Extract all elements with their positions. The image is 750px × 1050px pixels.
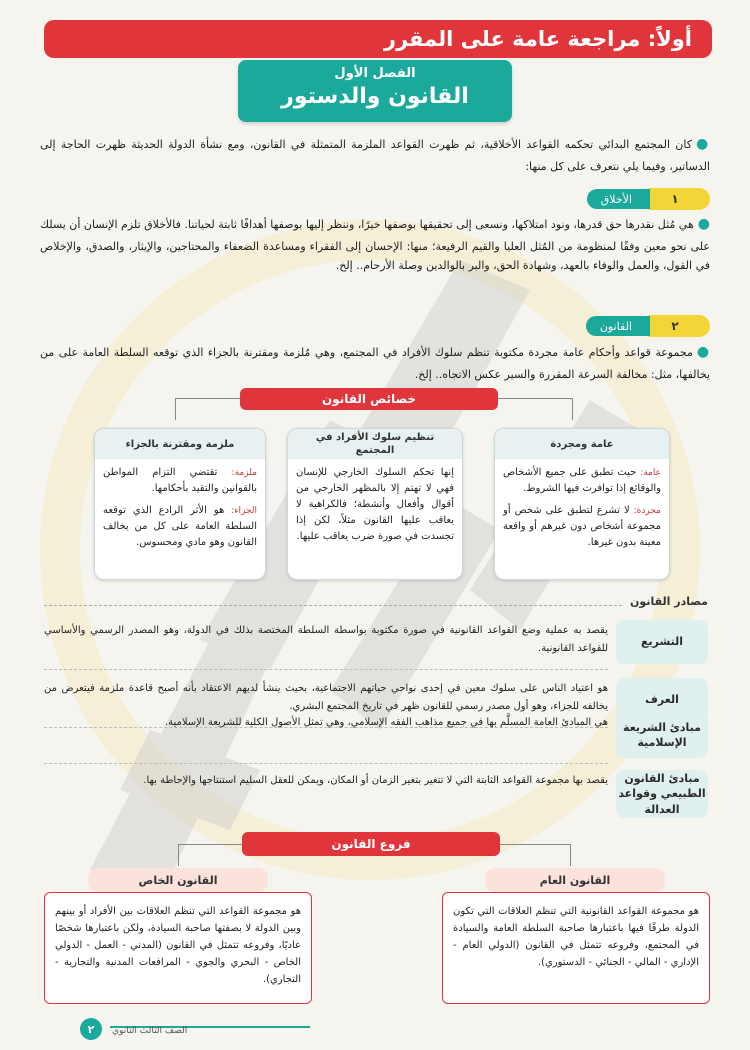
source-row-natural-law [44, 764, 708, 824]
section-number: ١ [640, 188, 710, 210]
card-term: الجزاء: [231, 506, 258, 516]
sources-title: مصادر القانون [630, 595, 708, 608]
card-text: هو الأثر الرادع الذي توقعه السلطة العامة على كل من يخالف القانون وهو مادي ومحسوس. [103, 505, 257, 548]
source-text: يقصد بها مجموعة القواعد الثابتة التي لا تتغير بتغير الزمان أو المكان، ويمكن للعقل السليم استنتاجها والإحاطة بها. [143, 775, 608, 786]
card-heading: تنظيم سلوك الأفراد في المجتمع [288, 429, 462, 459]
footer-grade: الصف الثالث الثانوي [112, 1026, 188, 1036]
private-law-text: هو مجموعة القواعد التي تنظم العلاقات بين الأفراد أو بينهم وبين الدولة لا بصفتها صاحبة السيادة، ولكن باعتبارها شخصًا عاديًا، وفروعه تتمثل في القانون (المدني - العمل - الدولي الخاص - البحري والجوي - المرافعات المدنية والتجارية - التجاري). [55, 906, 301, 985]
card-heading: ملزمة ومقترنة بالجزاء [95, 429, 265, 459]
sources-divider [44, 605, 622, 606]
chapter-label: الفصل الأول [334, 66, 416, 81]
card-body [503, 465, 661, 551]
bullet-icon: ● [697, 216, 710, 232]
private-law-box [44, 892, 312, 1004]
section-label: القانون [586, 316, 650, 336]
card-text: إنها تحكم السلوك الخارجي للإنسان فهي لا تهتم إلا بالمظهر الخارجي من أقوال وأفعال وأنشطة؛ فالكراهية لا يعاقب عليها القانون مثلاً، لكن إذا تجسدت في صورة ضرب يعاقب عليها. [296, 467, 454, 542]
section-number: ٢ [640, 315, 710, 337]
page-header-title: أولاً: مراجعة عامة على المقرر [383, 27, 692, 51]
source-separator [44, 669, 608, 670]
characteristic-card-binding [94, 428, 266, 580]
law-text: مجموعة قواعد وأحكام عامة مجردة مكتوبة تنظم سلوك الأفراد في المجتمع، وهي مُلزمة ومقترنة بالجزاء الذي توقعه السلطة العامة على من يخالفها، مثل: مخالفة السرعة المقررة والسير عكس الاتجاه.. إلخ. [40, 346, 710, 381]
source-name: مبادئ القانون الطبيعي وقواعد العدالة [616, 770, 708, 818]
section-tag-ethics [587, 187, 710, 211]
public-law-text: هو مجموعة القواعد القانونية التي تنظم العلاقات التي تكون الدولة طرفًا فيها باعتبارها صاحبة السلطة العامة والسيادة في المجتمع، وفروعه تتمثل في القانون (الدولي العام - الإداري - المالي - الجنائي - الدستوري). [453, 906, 699, 968]
branches-title: فروع القانون [242, 832, 500, 856]
page-header-banner [44, 20, 712, 58]
page-number: ٢ [80, 1018, 102, 1040]
source-name: التشريع [616, 620, 708, 664]
card-body [103, 465, 257, 551]
intro-paragraph [40, 132, 710, 176]
source-row-legislation [44, 614, 708, 670]
characteristic-card-general [494, 428, 670, 580]
private-law-heading: القانون الخاص [88, 868, 268, 892]
bullet-icon: ● [696, 344, 710, 360]
card-heading: عامة ومجردة [495, 429, 669, 459]
chapter-title-box [238, 60, 512, 122]
section-tag-law [586, 314, 710, 338]
chapter-title: القانون والدستور [281, 84, 469, 109]
public-law-heading: القانون العام [485, 868, 665, 892]
intro-text: كان المجتمع البدائي تحكمه القواعد الأخلاقية، ثم ظهرت القواعد الملزمة المتمثلة في القانون، ومع نشأة الدولة الحديثة ظهرت الحاجة إلى الدساتير، وفيما يلي نتعرف على كل منها: [40, 138, 710, 173]
card-term: مجردة: [633, 506, 661, 516]
card-term: ملزمة: [231, 468, 257, 478]
source-name: مبادئ الشريعة الإسلامية [616, 712, 708, 758]
law-paragraph [40, 340, 710, 384]
source-text: يقصد به عملية وضع القواعد القانونية في صورة مكتوبة بواسطة السلطة المختصة بذلك في الدولة، وهو المصدر الرسمي والأساسي للقواعد القانونية. [44, 625, 608, 654]
ethics-text: هي مُثل نقدرها حق قدرها، ونود امتلاكها، ونسعى إلى تحقيقها بوصفها خيرًا، وننظر إليها بوصفها أهدافًا ثابتة لحياتنا. فالأخلاق تلزم الإنسان أن يسلك على نحو معين وفقًا لمنظومة من المُثل العليا والقيم الرفيعة؛ منها: الإحسان إلى الفقراء ومساعدة الضعفاء والمحتاجين، والإيثار، والصدق، والإخلاص في القول، والعمل والوفاء بالعهد، وشهادة الحق، والبر بالوالدين وصلة الأرحام.. إلخ. [40, 218, 710, 272]
source-name: العرف [616, 678, 708, 722]
characteristic-card-behavior [287, 428, 463, 580]
source-text: هي المبادئ العامة المسلَّم بها في جميع مذاهب الفقه الإسلامي، وهي تمثل الأصول الكلية للشريعة الإسلامية. [164, 717, 608, 728]
card-text: تقتضي التزام المواطن بالقوانين والتقيد بأحكامها. [103, 467, 257, 494]
bullet-icon: ● [695, 136, 710, 152]
source-text: هو اعتياد الناس على سلوك معين في إحدى نواحي حياتهم الاجتماعية، بحيث ينشأ لديهم الاعتقاد بأنه أصبح قاعدة ملزمة فيتعرض من يخالفه للجزاء، وهو أول مصدر رسمي للقانون ظهر في تاريخ المجتمع البشري. [44, 683, 608, 712]
card-text: لا تشرع لتطبق على شخص أو مجموعة أشخاص دون غيرهم أو واقعة معينة بدون غيرها. [503, 505, 661, 548]
card-body [296, 465, 454, 545]
source-row-sharia [44, 706, 708, 764]
card-term: عامة: [640, 468, 661, 478]
section-label: الأخلاق [587, 189, 650, 209]
characteristics-title: خصائص القانون [240, 388, 498, 410]
ethics-paragraph [40, 212, 710, 275]
public-law-box [442, 892, 710, 1004]
card-text: حيث تطبق على جميع الأشخاص والوقائع إذا توافرت فيها الشروط. [503, 467, 661, 494]
